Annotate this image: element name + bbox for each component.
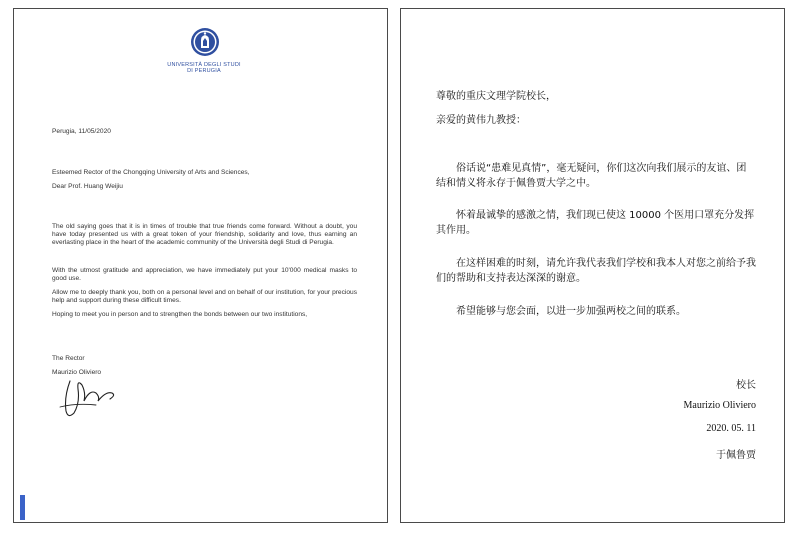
chinese-sign-date: 2020. 05. 11 [706,423,756,434]
chinese-sign-place: 于佩鲁贾 [716,450,756,461]
english-paragraph-1: The old saying goes that it is in times of trouble that true friends come forward. Without a doubt, you have today presented us with a great token of your friendship, solidarity and love, thus earning an everlasting place in the heart of the academic community of the Università degli Studi di Perugia. [52,223,357,247]
university-name-line-1: UNIVERSITÀ DEGLI STUDI [167,62,241,68]
chinese-greeting-1: 尊敬的重庆文理学院校长， [436,91,556,102]
addressee-line-2: Dear Prof. Huang Weijiu [52,183,123,190]
chinese-paragraph-1: 俗话说“患难见真情”，毫无疑问，你们这次向我们展示的友谊、团结和情义将永存于佩鲁贾大学之中。 [436,163,747,189]
english-paragraph-4: Hoping to meet you in person and to strengthen the bonds between our two institutions, [52,311,308,318]
closing-name: Maurizio Oliviero [52,369,102,376]
chinese-sign-title: 校长 [736,380,756,391]
chinese-paragraph-3: 在这样困难的时刻，请允许我代表我们学校和我本人对您之前给予我们的帮助和支持表达深深的谢意。 [436,258,756,284]
chinese-sign-name: Maurizio Oliviero [683,400,756,411]
university-seal-logo [190,27,220,57]
english-paragraph-2: With the utmost gratitude and appreciation, we have immediately put your 10'000 medical masks to good use. [52,267,357,283]
blue-margin-marker [20,495,25,520]
university-name-line-2: DI PERUGIA [187,68,221,74]
chinese-letter-page [400,8,785,523]
chinese-greeting-2: 亲爱的黄伟九教授： [436,115,526,126]
english-paragraph-3: Allow me to deeply thank you, both on a personal level and on behalf of our institution, for your precious help and support during these difficult times. [52,289,357,305]
chinese-paragraph-2: 怀着最诚挚的感激之情，我们现已使这 10000 个医用口罩充分发挥其作用。 [436,210,755,236]
handwritten-signature [56,367,126,423]
addressee-line-1: Esteemed Rector of the Chongqing University of Arts and Sciences, [52,169,250,176]
letter-date: Perugia, 11/05/2020 [52,128,111,135]
closing-title: The Rector [52,355,85,362]
chinese-paragraph-4: 希望能够与您会面，以进一步加强两校之间的联系。 [456,306,686,317]
english-letter-page [13,8,388,523]
